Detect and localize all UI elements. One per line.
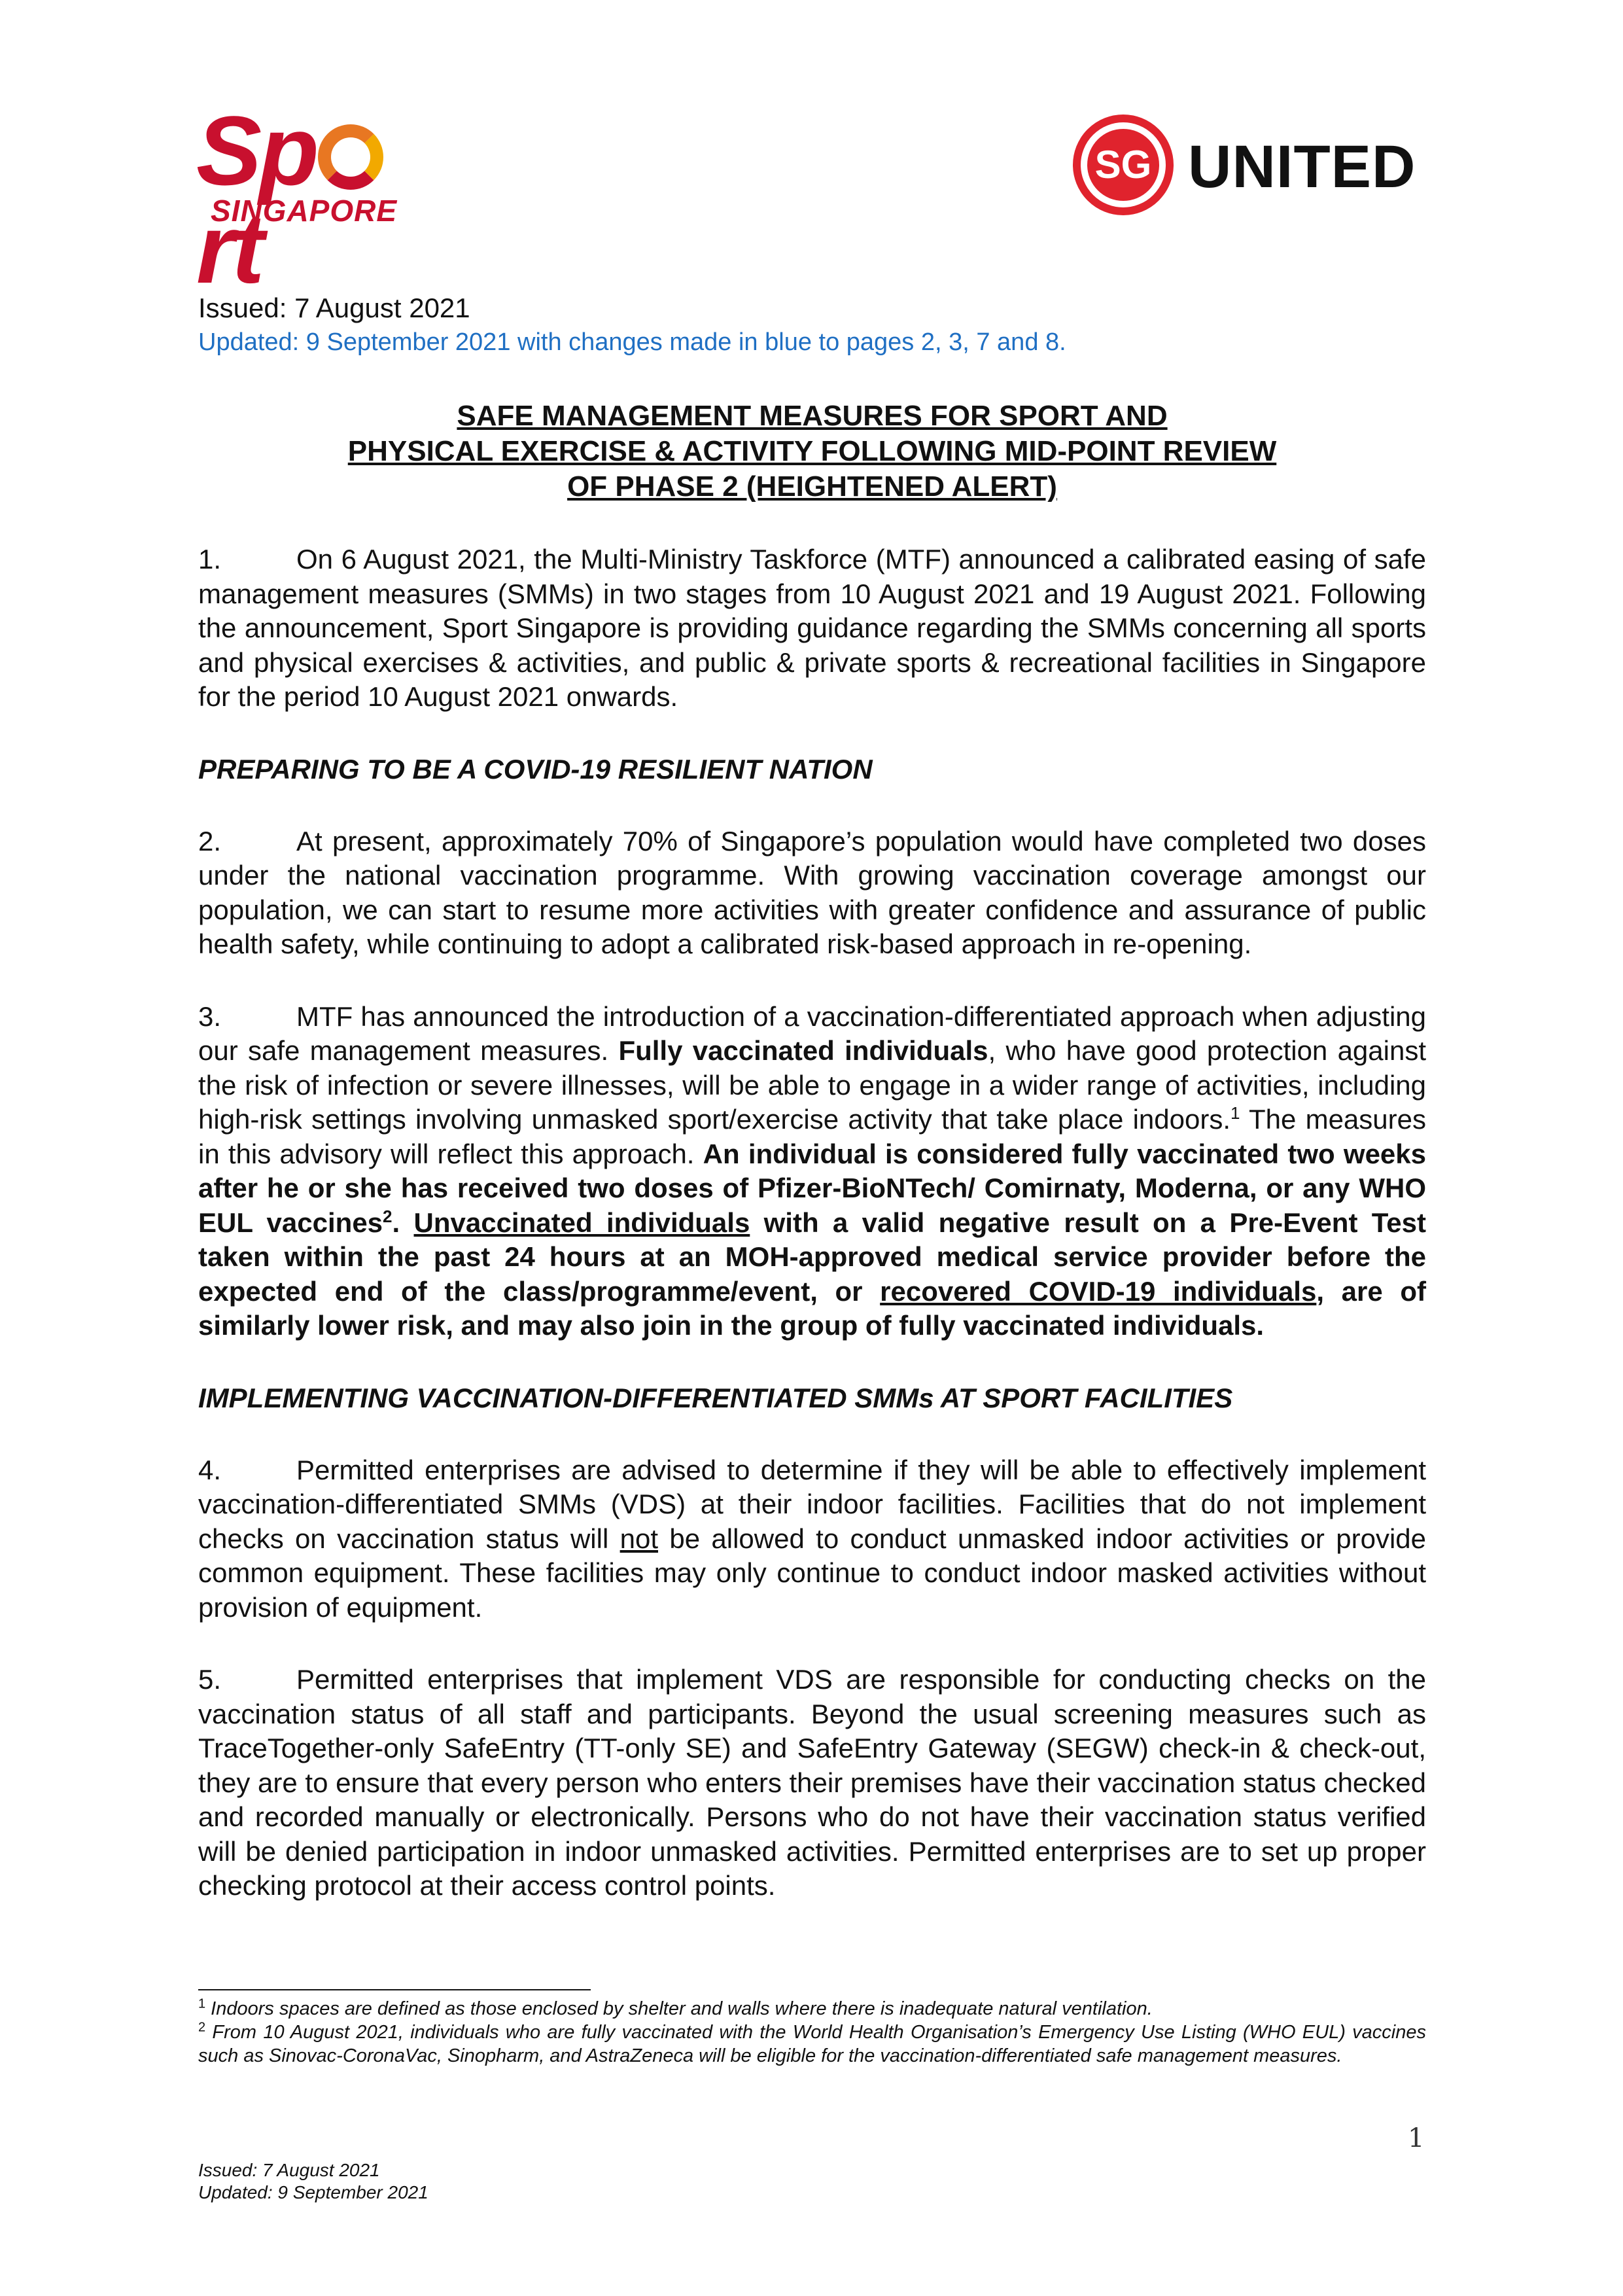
title-line-2: PHYSICAL EXERCISE & ACTIVITY FOLLOWING MID-POINT REVIEW [347,435,1277,467]
footnote-ref-1: 1 [1230,1103,1240,1123]
updated-note: Updated: 9 September 2021 with changes made in blue to pages 2, 3, 7 and 8. [198,328,1066,356]
page-footer [198,2159,428,2204]
footnote-2: $^2$ From 10 August 2021, individuals who are fully vaccinated with the World Health Organisation’s Emergency Use Listing (WHO EUL) vaccines such as Sinovac-CoronaVac, Sinopharm, and AstraZeneca will be eligible for the vaccination-differentiated safe management measures. [198,2020,1426,2066]
sport-singapore-subtitle: SINGAPORE [211,194,398,228]
footnote-1: $^1$ Indoors spaces are defined as those enclosed by shelter and walls where there is inadequate natural ventilation. [198,1996,1153,2019]
footer-updated: Updated: 9 September 2021 [198,2182,428,2202]
paragraph-1: 1. On 6 August 2021, the Multi-Ministry Taskforce (MTF) announced a calibrated easing of safe management measures (SMMs) in two stages from 10 August 2021 and 19 August 2021. Following the announcement, Sport Singapore is providing guidance regarding the SMMs concerning all sports and physical exercises & activities, and public & private sports & recreational facilities in Singapore for the period 10 August 2021 onwards. [198,544,1426,712]
paragraph-number: 4. [198,1454,222,1485]
document-title [198,398,1426,504]
section-heading-vds: IMPLEMENTING VACCINATION-DIFFERENTIATED SMMs AT SPORT FACILITIES [198,1382,1233,1413]
sg-united-wordmark: UNITED [1188,133,1416,200]
footnotes [198,1997,1426,2068]
sport-wordmark: Sprt [196,101,445,298]
paragraph-4: 4. Permitted enterprises are advised to determine if they will be able to effectively implement vaccination-differentiated SMMs (VDS) at their indoor facilities. Facilities that do not implement checks on vaccination status will not be allowed to conduct unmasked indoor activities or provide common equipment. These facilities may only continue to conduct indoor masked activities without provision of equipment. [198,1454,1426,1623]
paragraph-5: 5. Permitted enterprises that implement VDS are responsible for conducting checks on the vaccination status of all staff and participants. Beyond the usual screening measures such as TraceTogether-only SafeEntry (TT-only SE) and SafeEntry Gateway (SEGW) check-in & check-out, they are to ensure that every person who enters their premises have their vaccination status checked and recorded manually or electronically. Persons who do not have their vaccination status verified will be denied participation in indoor unmasked activities. Permitted enterprises are to set up proper checking protocol at their access control points. [198,1664,1426,1901]
sg-united-logo [1073,115,1426,219]
paragraph-number: 2. [198,825,222,857]
sport-o-ring-icon [318,124,383,190]
sport-singapore-logo [196,96,445,304]
title-line-1: SAFE MANAGEMENT MEASURES FOR SPORT AND [457,400,1168,432]
paragraph-number: 3. [198,1000,222,1032]
document-body [198,291,1426,1903]
section-heading-resilient-nation: PREPARING TO BE A COVID-19 RESILIENT NATION [198,753,873,785]
sg-mark: SG [1087,129,1159,201]
footnote-divider [198,1989,591,1990]
paragraph-number: 5. [198,1664,222,1695]
issued-date: Issued: 7 August 2021 [198,292,470,323]
footer-issued: Issued: 7 August 2021 [198,2160,380,2180]
page-number: 1 [1408,2123,1425,2153]
paragraph-3: 3. MTF has announced the introduction of a vaccination-differentiated approach when adjusting our safe management measures. Fully vaccinated individuals, who have good protection against the risk of infection or severe illnesses, will be able to engage in a wider range of activities, including high-risk settings involving unmasked sport/exercise activity that take place indoors.$^1$ The measures in this advisory will reflect this approach. An individual is considered fully vaccinated two weeks after he or she has received two doses of Pfizer-BioNTech/ Comirnaty, Moderna, or any WHO EUL vaccines$^2$. Unvaccinated individuals with a valid negative result on a Pre-Event Test taken within the past 24 hours at an MOH-approved medical service provider before the expected end of the class/programme/event, or recovered COVID-19 individuals, are of similarly lower risk, and may also join in the group of fully vaccinated individuals. [198,1000,1426,1341]
title-line-3: OF PHASE 2 (HEIGHTENED ALERT) [567,470,1057,503]
footnote-ref-2: 2 [383,1206,393,1226]
paragraph-number: 1. [198,544,222,574]
paragraph-2: 2. At present, approximately 70% of Singapore’s population would have completed two doses under the national vaccination programme. With growing vaccination coverage amongst our population, we can start to resume more activities with greater confidence and assurance of public health safety, while continuing to adopt a calibrated risk-based approach in re-opening. [198,825,1426,959]
